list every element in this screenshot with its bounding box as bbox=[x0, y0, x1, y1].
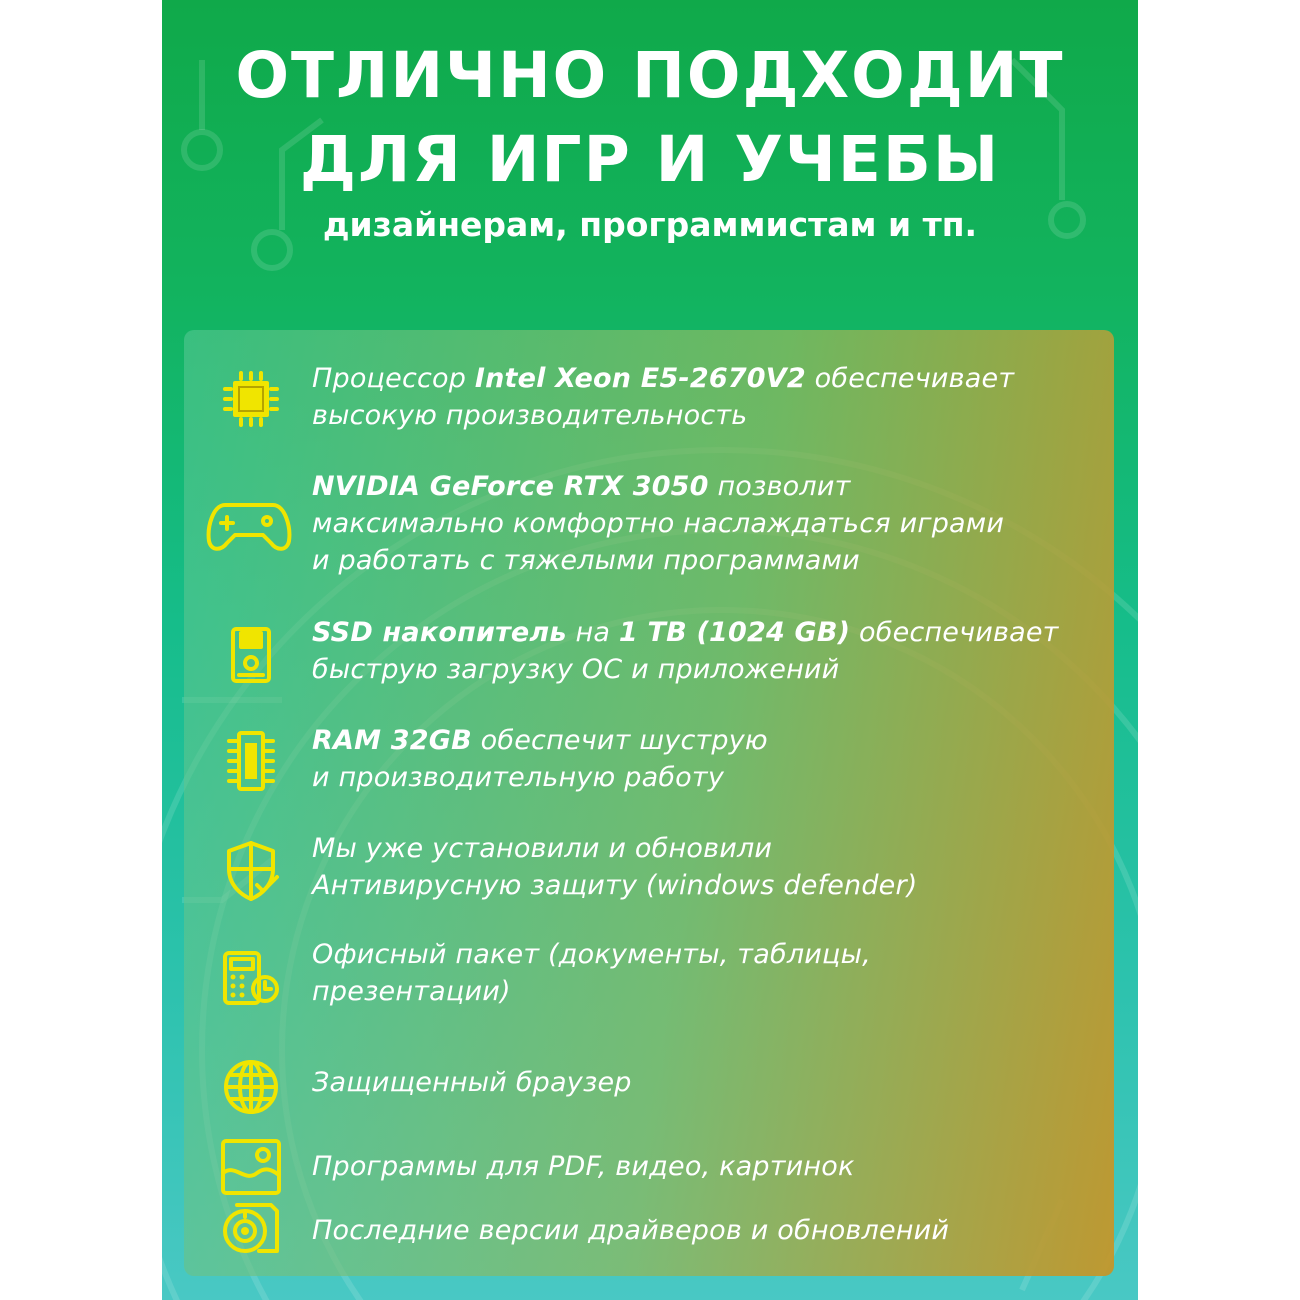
office-icon bbox=[216, 944, 286, 1014]
cpu-line-2: высокую производительность bbox=[312, 400, 748, 431]
ssd-line-2: быструю загрузку ОС и приложений bbox=[312, 654, 840, 685]
cpu-icon bbox=[216, 364, 286, 434]
ssd-line-1: SSD накопитель на 1 TB (1024 GB) обеспечивает bbox=[312, 617, 1059, 648]
cpu-line-1: Процессор Intel Xeon E5-2670V2 обеспечивает bbox=[312, 363, 1015, 394]
feature-text-gpu bbox=[312, 468, 1102, 579]
feature-text-browser: Защищенный браузер bbox=[312, 1067, 632, 1098]
feature-text-drivers: Последние версии драйверов и обновлений bbox=[312, 1215, 950, 1246]
feature-text-cpu bbox=[312, 360, 1102, 434]
ram-icon bbox=[216, 726, 286, 796]
gamepad-icon bbox=[204, 490, 294, 560]
subheadline: дизайнерам, программистам и тп. bbox=[322, 205, 978, 244]
disc-icon bbox=[216, 1192, 286, 1262]
antivirus-line-1: Мы уже установили и обновили bbox=[312, 833, 773, 864]
headline-line-2: ДЛЯ ИГР И УЧЕБЫ bbox=[299, 123, 1001, 196]
feature-text-media: Программы для PDF, видео, картинок bbox=[312, 1151, 855, 1182]
feature-text-ram bbox=[312, 722, 1102, 796]
gpu-line-2: максимально комфортно наслаждаться играми bbox=[312, 508, 1005, 539]
ram-line-2: и производительную работу bbox=[312, 762, 725, 793]
feature-text-antivirus bbox=[312, 830, 1102, 904]
shield-icon bbox=[216, 836, 286, 906]
features-panel bbox=[184, 330, 1114, 1276]
antivirus-line-2: Антивирусную защиту (windows defender) bbox=[312, 870, 918, 901]
office-line-2: презентации) bbox=[312, 976, 511, 1007]
feature-text-ssd bbox=[312, 614, 1102, 688]
globe-icon bbox=[216, 1052, 286, 1122]
feature-text-office bbox=[312, 936, 1102, 1010]
gpu-line-3: и работать с тяжелыми программами bbox=[312, 545, 860, 576]
headline-line-1: ОТЛИЧНО ПОДХОДИТ bbox=[235, 39, 1065, 112]
ssd-icon bbox=[216, 620, 286, 690]
gpu-line-1: NVIDIA GeForce RTX 3050 позволит bbox=[312, 471, 851, 502]
ram-line-1: RAM 32GB обеспечит шуструю bbox=[312, 725, 768, 756]
office-line-1: Офисный пакет (документы, таблицы, bbox=[312, 939, 871, 970]
poster bbox=[162, 0, 1138, 1300]
